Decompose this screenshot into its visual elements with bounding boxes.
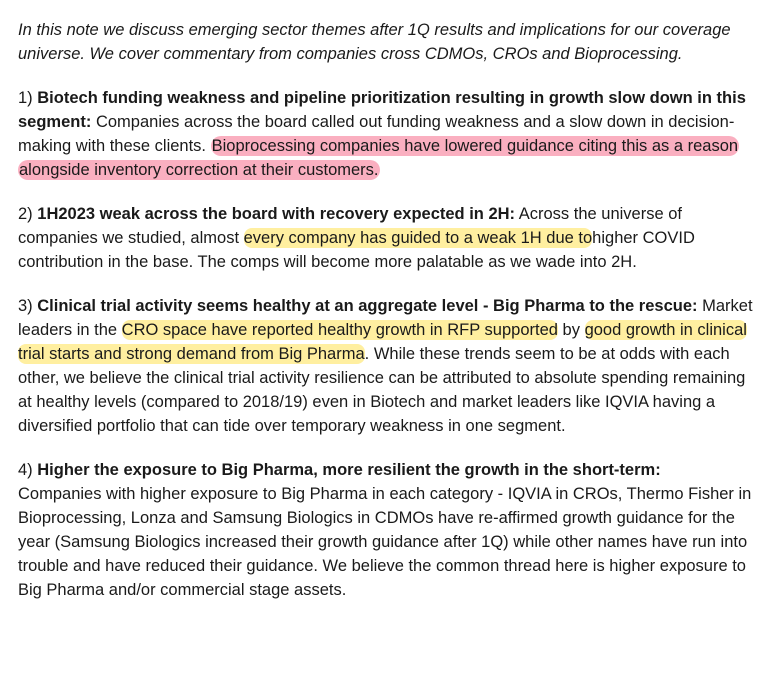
section-2-title: 1H2023 weak across the board with recovery expected in 2H: bbox=[37, 205, 516, 223]
section-4-body: Companies with higher exposure to Big Pharma in each category - IQVIA in CROs, Thermo Fisher in Bioprocessing, Lonza and Samsung Biologics in CDMOs have re-affirmed growth guidance for the year (Samsung Biologics increased their growth guidance after 1Q) while other names have run into trouble and have reduced their guidance. We believe the common thread here is higher exposure to Big Pharma and/or commercial stage assets. bbox=[18, 485, 752, 599]
section-2 bbox=[18, 202, 757, 274]
section-1-number: 1) bbox=[18, 89, 33, 107]
section-3-highlight-1: CRO space have reported healthy growth in RFP supported bbox=[121, 321, 558, 339]
section-2-number: 2) bbox=[18, 205, 33, 223]
intro-text: In this note we discuss emerging sector themes after 1Q results and implications for our coverage universe. We cover commentary from companies cross CDMOs, CROs and Bioprocessing. bbox=[18, 21, 731, 63]
section-3-number: 3) bbox=[18, 297, 33, 315]
section-1 bbox=[18, 86, 757, 182]
section-1-highlight: Bioprocessing companies have lowered guidance citing this as a reason alongside inventory correction at their customers. bbox=[19, 137, 739, 179]
section-1-body: Companies across the board called out funding weakness and a slow down in decision-making with these clients. bbox=[18, 113, 735, 155]
section-4-title: Higher the exposure to Big Pharma, more resilient the growth in the short-term: bbox=[37, 461, 661, 479]
section-2-body-continued: higher COVID contribution in the base. The comps will become more palatable as we wade into 2H. bbox=[18, 229, 695, 271]
section-3-body-2: by bbox=[562, 321, 580, 339]
section-4 bbox=[18, 458, 757, 602]
section-1-title: Biotech funding weakness and pipeline prioritization resulting in growth slow down in this segment: bbox=[18, 89, 746, 131]
section-3-body-3: . While these trends seem to be at odds with each other, we believe the clinical trial activity resilience can be attributed to absolute spending remaining at healthy levels (compared to 2018/19) even in Biotech and market leaders like IQVIA having a diversified portfolio that can tide over temporary weakness in one segment. bbox=[18, 345, 746, 435]
section-3-highlight-2: good growth in clinical trial starts and strong demand from Big Pharma bbox=[18, 321, 747, 363]
section-2-body: Across the universe of companies we studied, almost bbox=[18, 205, 682, 247]
section-2-highlight: every company has guided to a weak 1H due to bbox=[243, 229, 593, 247]
section-3-body: Market leaders in the bbox=[18, 297, 753, 339]
section-4-number: 4) bbox=[18, 461, 33, 479]
section-3-title: Clinical trial activity seems healthy at an aggregate level - Big Pharma to the rescue: bbox=[37, 297, 698, 315]
section-3 bbox=[18, 294, 757, 438]
